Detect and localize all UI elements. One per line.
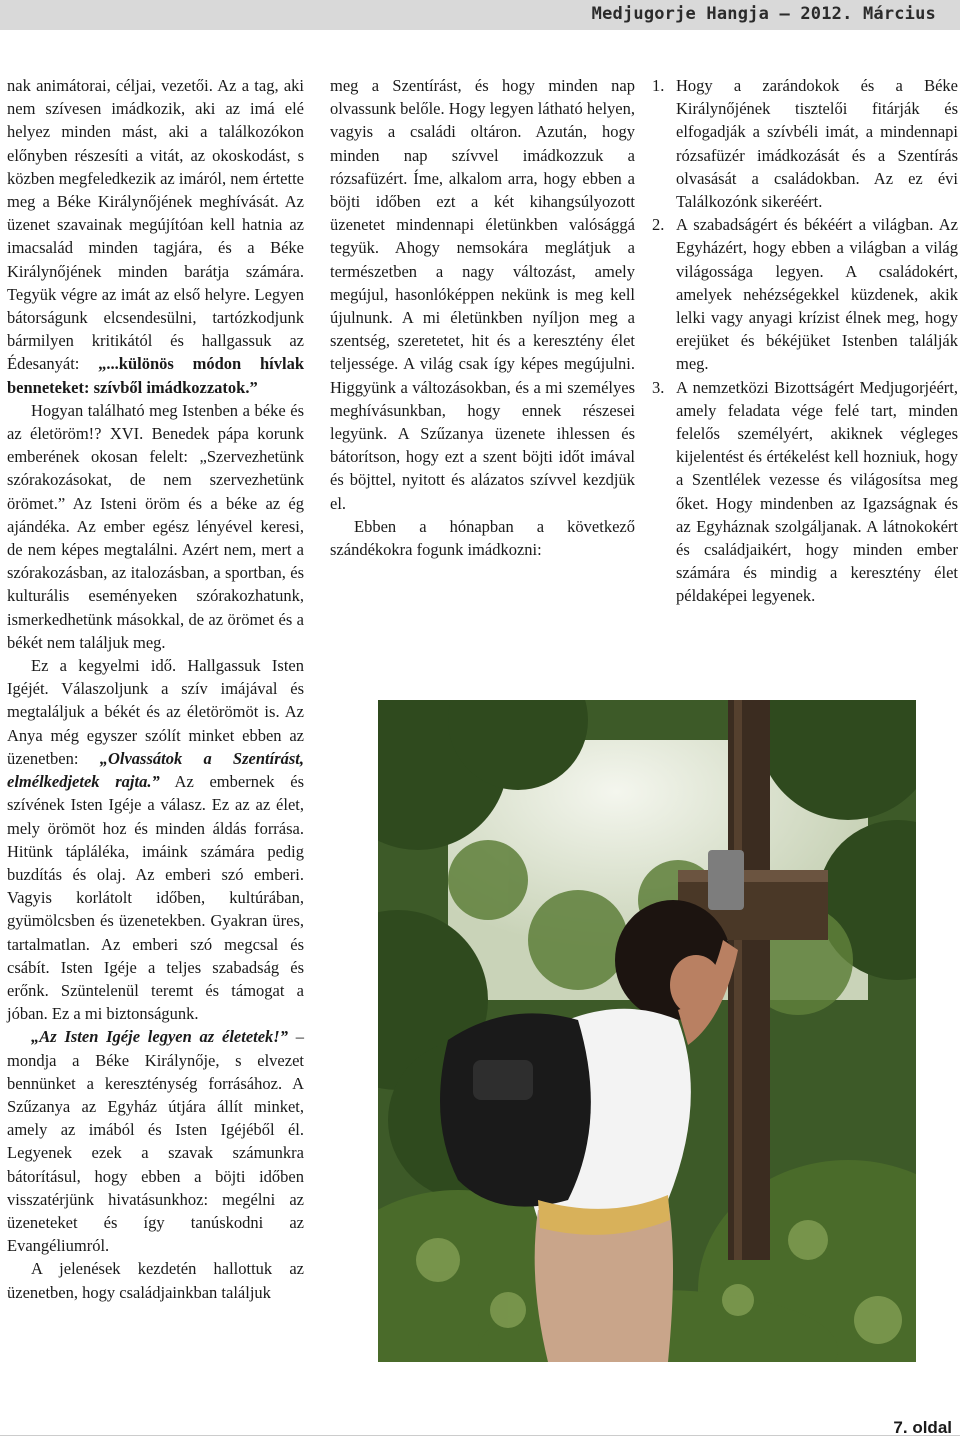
col1-paragraph-3 <box>7 654 304 1025</box>
intention-text: A szabadságért és békéért a világban. Az Egyházért, hogy ebben a világban a világ világossága legyen. A családokért, amelyek nehézségekkel küzdenek, akik lelki vagy anyagi krízist élnek meg, hogy erejüket és békéjüket Istenben találják meg. <box>676 215 958 374</box>
intentions-list <box>652 74 958 608</box>
intention-text: Hogy a zarándokok és a Béke Királynőjének tisztelői fitárják és elfogadják a szívbéli imát, a mindennapi rózsafüzér imádkozását és a Szentírás olvasását a családokban. Az ez évi Találkozónk sikeréért. <box>676 76 958 212</box>
intention-number: 2. <box>652 215 665 235</box>
page-number: 7. oldal <box>893 1418 952 1437</box>
col1-paragraph-4 <box>7 1025 304 1257</box>
col1-paragraph-1 <box>7 74 304 399</box>
intention-item <box>652 74 958 213</box>
col2-paragraph-1: meg a Szentírást, és hogy minden nap olvassunk belőle. Hogy legyen látható helyen, vagyis a családi oltáron. Azután, hogy minden nap szívvel imádkozzuk a rózsafüzért. Íme, alkalom arra, hogy ebben a böjti időben ezt a két kihangsúlyozott üzenetet mindennapi életünkben valósággá tegyük. Ahogy nemsokára meglátjuk a természetben a nagy változást, amely megújul, hasonlóképpen nekünk is meg kell újulnunk. A mi életünkben nyíljon meg a szentség, szeretetet, hit és a keresztény élet teljessége. A világ csak így képes megújulni. Higgyünk a változásokban, és a mi személyes meghívásunkban, hogy ennek részesei legyünk. A Szűzanya üzenete ihlessen és bátorítson, hogy ezt a szent böjti időt imával és böjttel, nyitott és alázatos szívvel kezdjük el. <box>330 76 635 513</box>
intention-item <box>652 376 958 608</box>
col1-p3a: Ez a kegyelmi idő. Hallgassuk Isten Igéjét. Válaszoljunk a szív imájával és megtaláljuk a békét és az életörömöt is. Az Anya még egyszer szólít minket ebben az üzenetben: <box>7 656 304 768</box>
col1-paragraph-2: Hogyan található meg Istenben a béke és az életöröm!? XVI. Benedek pápa korunk emberének okosan felelt: „Szervezhetünk szórakozásokat, de nem szervezhetünk örömet.” Az Isteni öröm és a béke az ég ajándéka. Az ember egész lényével keresi, de nem képes megtalálni. Azért nem, mert a szórakozásban, az italozásban, a sportban, és kulturális eseményeken szórakozhatunk, ismerkedhetünk másokkal, de az örömet és a békét nem találjuk meg. <box>7 400 304 652</box>
col1-p3b: Az embernek és szívének Isten Igéje a válasz. Ez az az élet, mely örömöt hoz és minden áldás forrása. Hitünk tápláléka, imáink számára pedig buzdítás és olaj. Az emberi szó emberi. Vagyis korlátolt időben, kultúrában, gyümölcsben és üzenetekben. Gyakran üres, tartalmatlan. Az emberi szó megcsal és csábít. Isten Igéje a teljes szabadság és erőnk. Szüntelenül teremt és támogat a jóban. Ez a mi biztonságunk. <box>7 772 304 1024</box>
footer-rule <box>0 1435 960 1436</box>
column-2 <box>330 74 635 561</box>
backpack <box>440 1013 591 1206</box>
col2-paragraph-2: Ebben a hónapban a következő szándékokra fogunk imádkozni: <box>330 516 635 560</box>
col1-p3-bold: „Olvassátok a Szentírást, elmélkedjetek rajta.” <box>7 748 304 792</box>
photo-illustration <box>378 700 916 1362</box>
intention-number: 1. <box>652 76 665 95</box>
col1-p1-text: nak animátorai, céljai, vezetői. Az a tag, aki nem szívesen imádkozik, aki az imá elé helyez minden mást, aki a találkozókon előnyben részesíti a vitát, az okoskodást, s közben megfeledkezik az imáról, nem értette meg a Béke Királynőjének meghívását. Az üzenet szavainak megújítóan kell hatnia az imacsalád minden tagjára, és a Béke Királynőjének minden barátja számára. Tegyük végre az imát az első helyre. Legyen bátorságunk elcsendesülni, tartózkodjunk bármilyen kritikától és hallgassuk az Édesanyát: <box>7 76 304 374</box>
column-1 <box>7 74 304 1304</box>
col1-p1-bold: „...különös módon hívlak benneteket: szívből imádkozzatok.” <box>7 354 305 397</box>
intention-item <box>652 213 958 375</box>
col1-p4-bold: „Az Isten Igéje legyen az életetek!” <box>31 1027 288 1047</box>
header-bar <box>0 0 960 30</box>
intention-text: A nemzetközi Bizottságért Medjugorjéért, amely feladata vége felé tart, minden felelős személyért, akiknek végleges kijelentést és értékelést kell hozniuk, hogy a Szentlélek vezesse és világosítsa meg őket. Hogy mindenben az Igazságnak és az Egyháznak szolgáljanak. A látnokokért és családjaikért, hogy minden ember számára és mindig a keresztény élet példaképei legyenek. <box>676 377 958 606</box>
column-3 <box>652 74 958 608</box>
plaque-icon <box>708 850 744 910</box>
photo-woman-praying-at-cross <box>378 700 916 1362</box>
col1-paragraph-5: A jelenések kezdetén hallottuk az üzenetben, hogy családjainkban találjuk <box>7 1259 304 1302</box>
intention-number: 3. <box>652 377 665 397</box>
header-title: Medjugorje Hangja — 2012. Március <box>591 4 936 24</box>
col1-p4: – mondja a Béke Királynője, s elvezet bennünket a kereszténység forrásához. A Szűzanya az Egyház útjára állít minket, amely az imából és Isten Igéjéből él. Legyenek ezek a szavak számunkra bátorításul, hogy ebben a böjti időben visszatérjünk hivatásunkhoz: megélni az üzeneteket és így tanúskodni az Evangéliumról. <box>7 1027 304 1256</box>
